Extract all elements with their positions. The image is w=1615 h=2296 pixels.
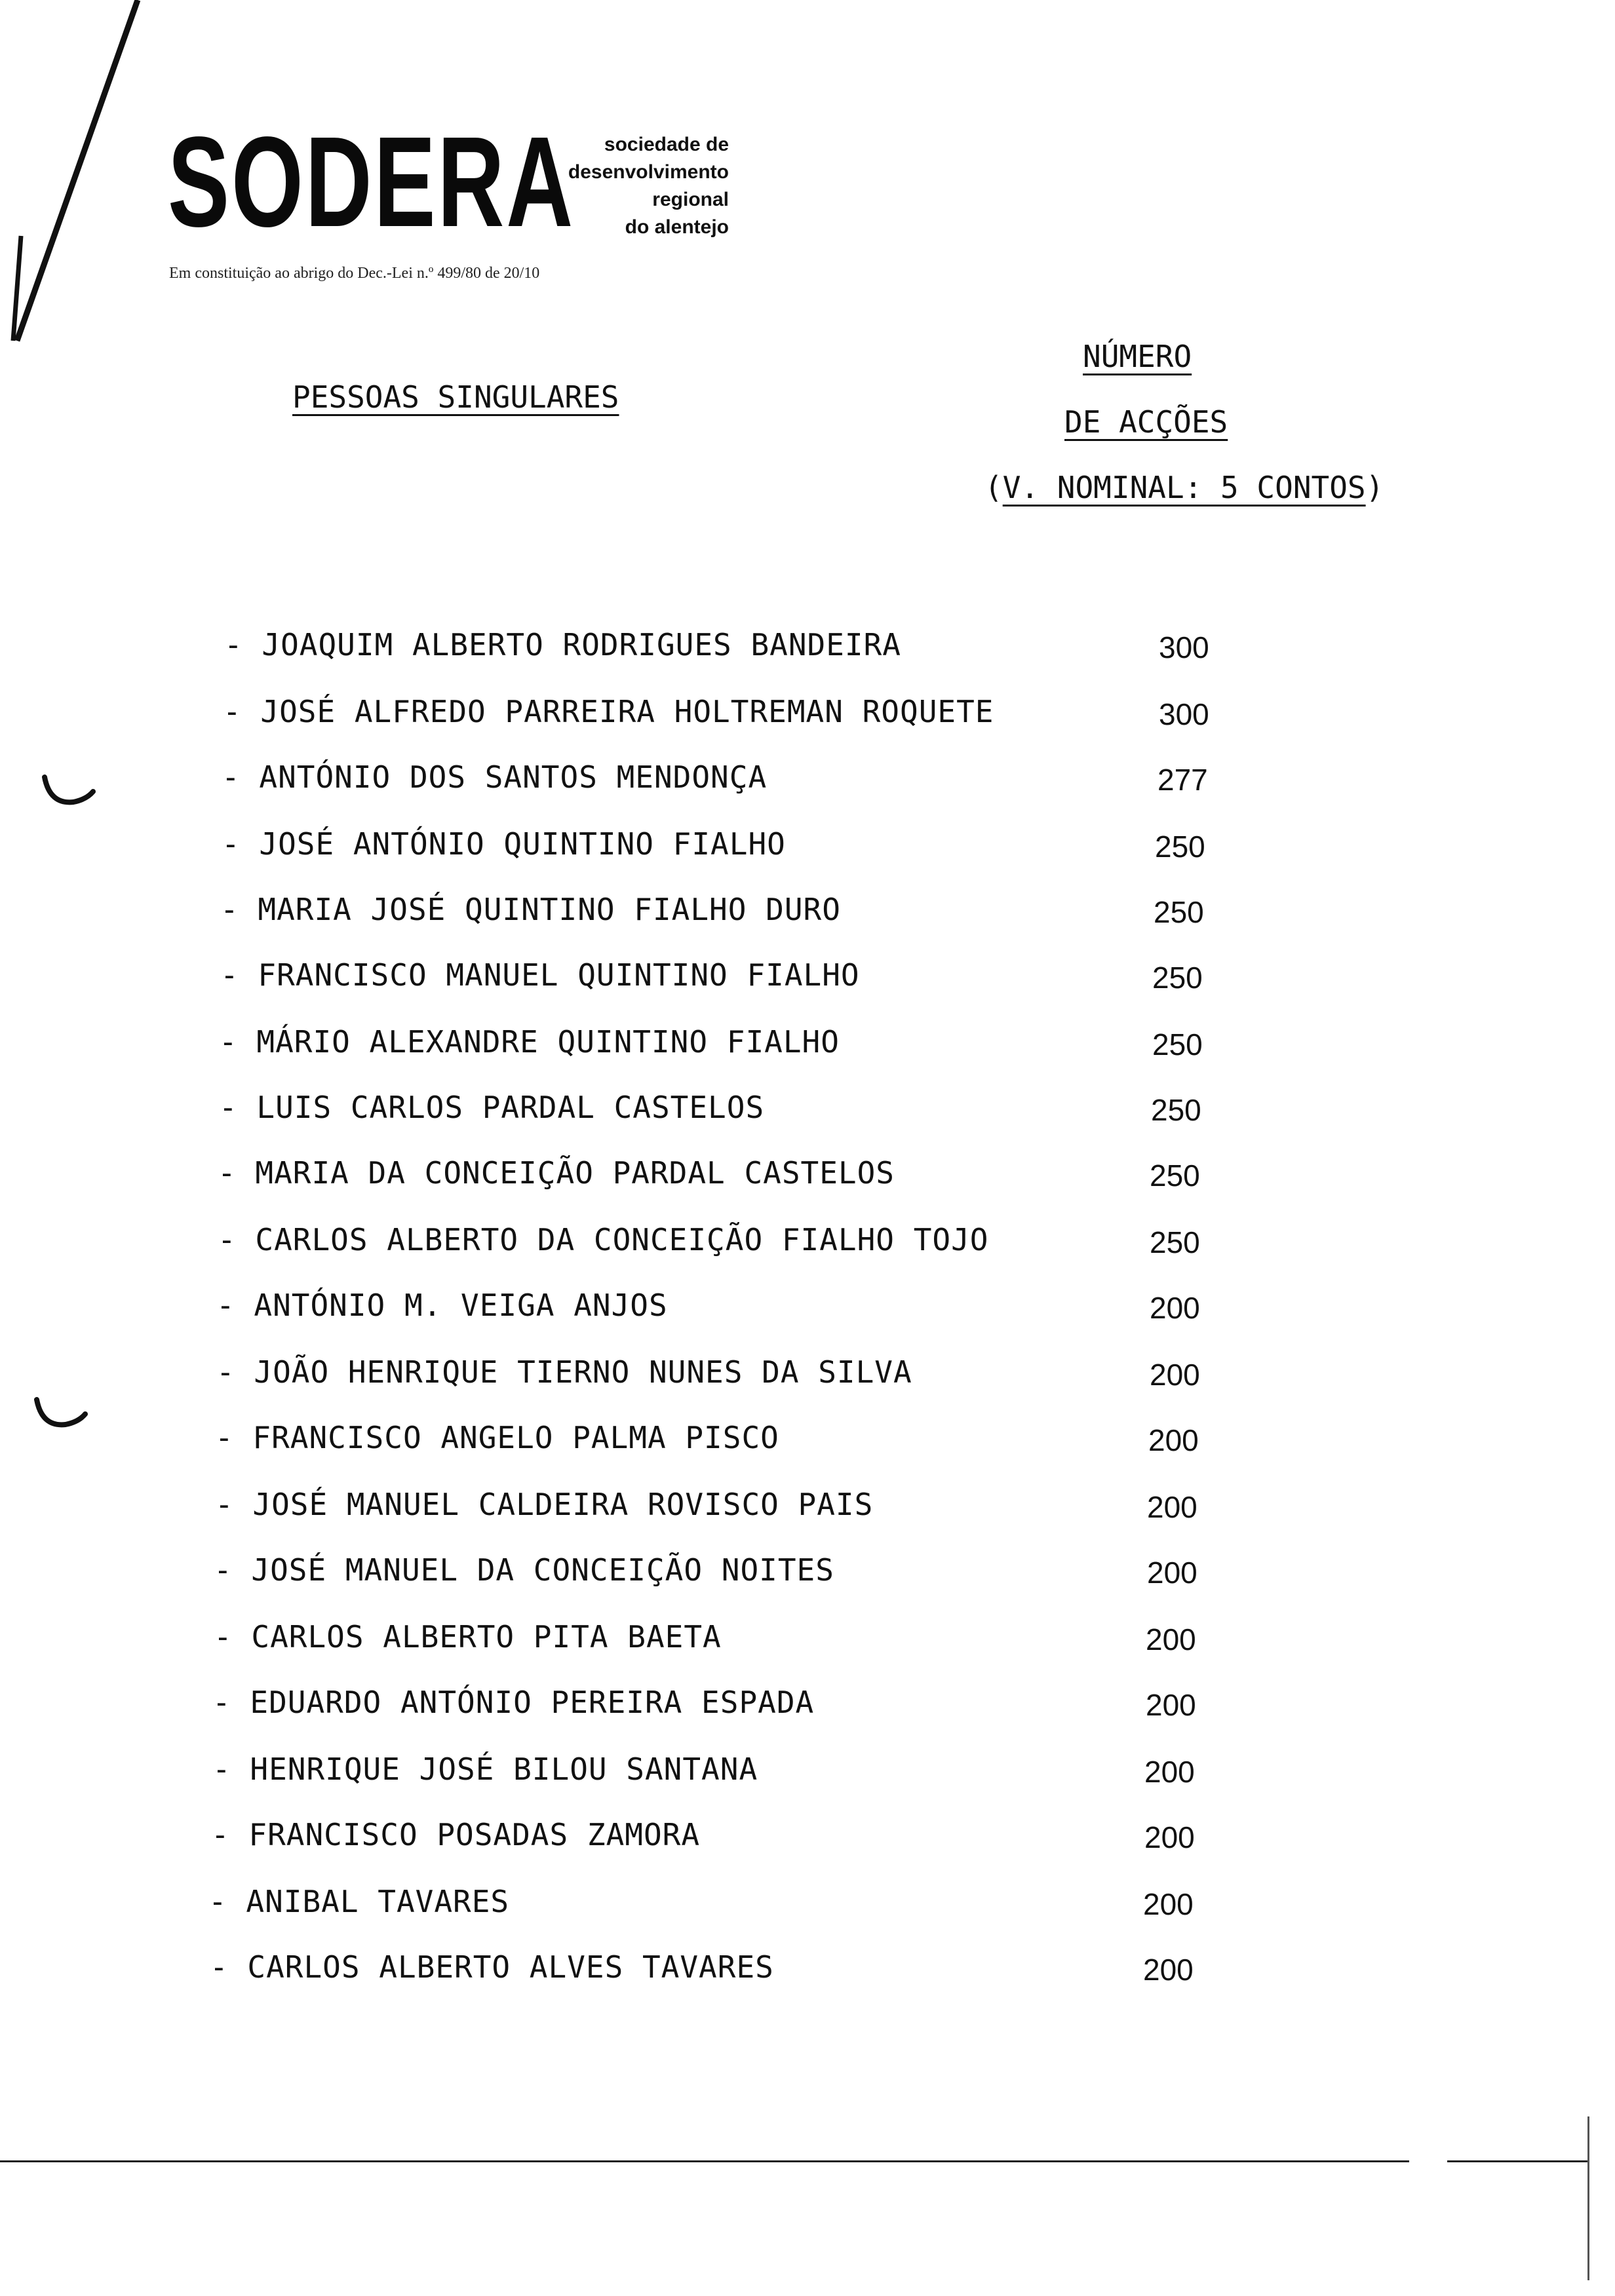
- shareholder-name: - JOSÉ ALFREDO PARREIRA HOLTREMAN ROQUETE: [223, 694, 994, 729]
- shareholder-name: - ANTÓNIO M. VEIGA ANJOS: [216, 1288, 668, 1323]
- bottom-rule: [1447, 2160, 1589, 2162]
- company-tagline: [518, 131, 729, 241]
- share-count: 200: [1144, 1820, 1195, 1854]
- shareholder-name: - JOAQUIM ALBERTO RODRIGUES BANDEIRA: [224, 627, 901, 662]
- shareholder-name: - FRANCISCO MANUEL QUINTINO FIALHO: [220, 957, 860, 993]
- company-logo: SODERA: [168, 110, 575, 254]
- constitution-note: Em constituição ao abrigo do Dec.-Lei n.º 499/80 de 20/10: [169, 265, 540, 282]
- shareholder-name: - MÁRIO ALEXANDRE QUINTINO FIALHO: [219, 1024, 840, 1060]
- tagline-line: regional: [652, 189, 729, 210]
- share-count: 200: [1143, 1953, 1194, 1987]
- shareholder-name: - ANIBAL TAVARES: [208, 1884, 510, 1919]
- column-heading-nominal: (V. NOMINAL: 5 CONTOS): [984, 470, 1384, 505]
- nominal-value-text: V. NOMINAL: 5 CONTOS: [1002, 470, 1366, 505]
- share-count: 200: [1147, 1556, 1197, 1590]
- punch-hole-mark: [41, 773, 97, 810]
- share-count: 200: [1150, 1358, 1200, 1392]
- share-count: 250: [1150, 1225, 1200, 1259]
- shareholder-name: - ANTÓNIO DOS SANTOS MENDONÇA: [222, 759, 768, 795]
- share-count: 300: [1159, 697, 1209, 731]
- column-heading-numero: NÚMERO: [1083, 339, 1192, 374]
- share-count: 200: [1150, 1291, 1200, 1325]
- section-heading: PESSOAS SINGULARES: [292, 379, 619, 415]
- share-count: 277: [1158, 763, 1208, 797]
- share-count: 200: [1144, 1755, 1195, 1789]
- shareholder-name: - EDUARDO ANTÓNIO PEREIRA ESPADA: [212, 1685, 815, 1720]
- tagline-line: do alentejo: [625, 216, 729, 238]
- shareholder-name: - HENRIQUE JOSÉ BILOU SANTANA: [212, 1751, 758, 1787]
- punch-hole-mark: [33, 1396, 89, 1432]
- share-count: 200: [1146, 1688, 1196, 1722]
- share-count: 250: [1150, 1158, 1200, 1193]
- shareholder-name: - CARLOS ALBERTO ALVES TAVARES: [210, 1949, 774, 1985]
- share-count: 250: [1154, 895, 1204, 929]
- share-count: 200: [1146, 1622, 1196, 1656]
- share-count: 250: [1155, 830, 1205, 864]
- shareholder-name: - FRANCISCO ANGELO PALMA PISCO: [215, 1420, 779, 1455]
- scan-slash-mark: [7, 0, 151, 354]
- share-count: 250: [1152, 1027, 1203, 1062]
- share-count: 200: [1148, 1423, 1199, 1457]
- shareholder-name: - JOSÉ MANUEL CALDEIRA ROVISCO PAIS: [215, 1487, 874, 1522]
- shareholder-name: - MARIA DA CONCEIÇÃO PARDAL CASTELOS: [218, 1155, 895, 1191]
- right-edge-mark: [1587, 2116, 1589, 2280]
- shareholder-name: - FRANCISCO POSADAS ZAMORA: [211, 1817, 701, 1852]
- shareholder-name: - JOSÉ ANTÓNIO QUINTINO FIALHO: [222, 826, 786, 862]
- shareholder-name: - MARIA JOSÉ QUINTINO FIALHO DURO: [220, 892, 841, 927]
- shareholder-name: - JOSÉ MANUEL DA CONCEIÇÃO NOITES: [214, 1552, 834, 1588]
- shareholder-name: - JOÃO HENRIQUE TIERNO NUNES DA SILVA: [216, 1354, 912, 1390]
- tagline-line: desenvolvimento: [568, 161, 729, 183]
- bottom-rule: [0, 2160, 1409, 2162]
- share-count: 300: [1159, 630, 1209, 664]
- share-count: 250: [1151, 1093, 1201, 1127]
- shareholder-name: - CARLOS ALBERTO DA CONCEIÇÃO FIALHO TOJO: [218, 1222, 989, 1257]
- shareholder-name: - LUIS CARLOS PARDAL CASTELOS: [219, 1090, 765, 1125]
- tagline-line: sociedade de: [604, 134, 729, 155]
- share-count: 250: [1152, 961, 1203, 995]
- column-heading-accoes: DE ACÇÕES: [1064, 404, 1228, 440]
- share-count: 200: [1147, 1490, 1197, 1524]
- shareholder-name: - CARLOS ALBERTO PITA BAETA: [214, 1619, 722, 1655]
- share-count: 200: [1143, 1887, 1194, 1921]
